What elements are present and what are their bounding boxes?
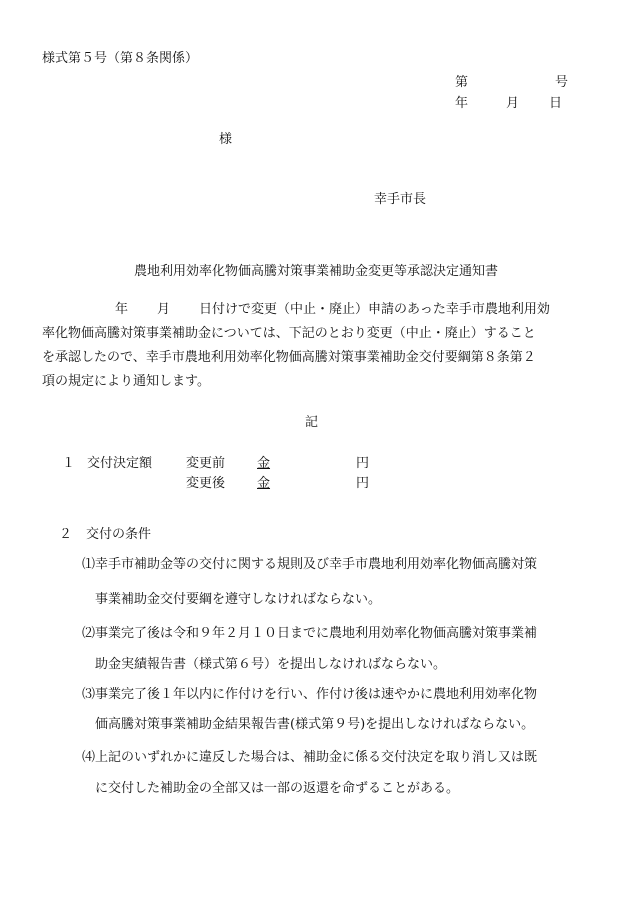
amount-before-kin: 金 (257, 456, 271, 471)
condition-2-line-2: 助金実績報告書（様式第６号）を提出しなければならない。 (95, 657, 447, 672)
body-line-4: 項の規定により通知します。 (42, 374, 210, 389)
body-line-1: 日付けで変更（中止・廃止）申請のあった幸手市農地利用効 (199, 302, 550, 317)
amount-after-kin: 金 (257, 476, 271, 491)
condition-4-mark: ⑷ (82, 750, 96, 765)
form-number: 様式第５号（第８条関係） (42, 51, 199, 66)
condition-4-line-1: 上記のいずれかに違反した場合は、補助金に係る交付決定を取り消し又は既 (95, 750, 538, 765)
condition-2-line-1: 事業完了後は令和９年２月１０日までに農地利用効率化物価高騰対策事業補 (95, 626, 538, 641)
body-line-2: 率化物価高騰対策事業補助金については、下記のとおり変更（中止・廃止）すること (42, 326, 536, 341)
doc-number-go: 号 (555, 75, 569, 90)
body-year: 年 (115, 302, 129, 317)
amount-after-field (257, 476, 369, 492)
condition-3-line-1: 事業完了後１年以内に作付けを行い、作付け後は速やかに農地利用効率化物 (95, 687, 538, 702)
body-month: 月 (157, 302, 171, 317)
date-year: 年 (455, 96, 469, 111)
ki-heading: 記 (305, 415, 319, 430)
condition-1-line-1: 幸手市補助金等の交付に関する規則及び幸手市農地利用効率化物価高騰対策 (95, 557, 538, 572)
amount-before-en: 円 (355, 456, 369, 471)
amount-after-en: 円 (355, 476, 369, 491)
amount-before-field (257, 456, 369, 472)
addressee-suffix: 様 (219, 132, 233, 147)
condition-3-line-2: 価高騰対策事業補助金結果報告書(様式第９号)を提出しなければならない。 (95, 717, 535, 732)
body-line-3: を承認したので、幸手市農地利用効率化物価高騰対策事業補助金交付要綱第８条第２ (42, 350, 536, 365)
date-month: 月 (506, 96, 520, 111)
amount-after-label: 変更後 (186, 476, 226, 491)
item-2-number: ２ (59, 527, 73, 542)
condition-3-mark: ⑶ (82, 687, 96, 702)
condition-4-line-2: に交付した補助金の全部又は一部の返還を命ずることがある。 (95, 781, 460, 796)
condition-1-line-2: 事業補助金交付要綱を遵守しなければならない。 (95, 592, 382, 607)
doc-number-dai: 第 (455, 75, 469, 90)
condition-1-mark: ⑴ (82, 557, 96, 572)
issuer: 幸手市長 (374, 192, 427, 207)
item-1-label: 交付決定額 (87, 456, 153, 471)
item-1-number: １ (62, 456, 76, 471)
condition-2-mark: ⑵ (82, 626, 96, 641)
item-2-label: 交付の条件 (86, 527, 152, 542)
document-title: 農地利用効率化物価高騰対策事業補助金変更等承認決定通知書 (133, 264, 498, 279)
date-day: 日 (549, 96, 563, 111)
amount-before-label: 変更前 (186, 456, 226, 471)
